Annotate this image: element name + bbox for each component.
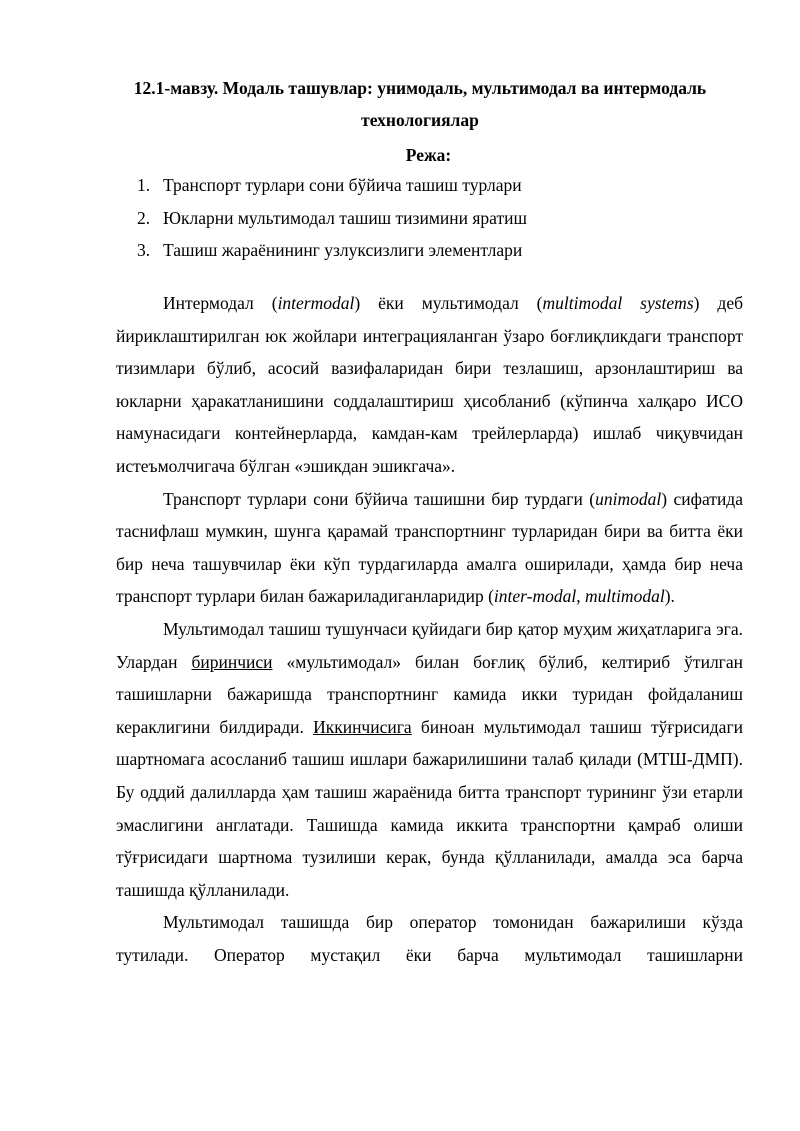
plan-item-number: 1. (137, 175, 151, 195)
italic-term: intermodal (277, 293, 355, 313)
plan-item (137, 234, 527, 267)
italic-term: inter-modal, multimodal (493, 586, 665, 607)
plan-item-number: 3. (137, 240, 151, 260)
paragraph-text: ). (664, 586, 675, 607)
plan-item-text: Транспорт турлари сони бўйича ташиш турлари (163, 175, 522, 195)
document-title: 12.1-мавзу. Модаль ташувлар: унимодаль, мультимодал ва интермодаль технологиялар (133, 78, 707, 130)
underlined-term: Иккинчисига (313, 716, 412, 737)
paragraph-text: «мультимодал» билан боғлиқ бўлиб, келтириб ўтилган ташишларни бажаришда транспортнинг камида икки туридан фойдаланиш кераклигини билдиради. (116, 651, 743, 737)
italic-term: unimodal (595, 488, 662, 509)
paragraph-classification (116, 483, 743, 613)
paragraph-text: ) ёки мультимодал ( (354, 293, 543, 313)
plan-list (137, 169, 527, 267)
paragraph-text: Мультимодал ташиш тушунчаси қуйидаги бир қатор муҳим жиҳатларига эга. Улардан (116, 618, 743, 672)
plan-item-text: Ташиш жараёнининг узлуксизлиги элементлари (163, 240, 523, 260)
paragraph-text: ) деб йириклаштирилган юк жойлари интеграцияланган ўзаро боғлиқликдаги транспорт тизимлари бўлиб, асосий вазифаларидан бири тезлашиш, арзонлаштириш ва юкларни ҳаракатланишини соддалаштириш ҳисобланиб (кўпинча халқаро ИСО намунасидаги контейнерларда, камдан-кам трейлерларда) ишлаб чиқувчидан истеъмолчигача бўлган «эшикдан эшикгача». (116, 293, 743, 476)
paragraph-text: Интермодал ( (163, 293, 278, 313)
paragraph-text: Мультимодал ташишда бир оператор томонидан бажарилиши кўзда тутилади. Оператор мустақил ёки барча мультимодал ташишларни (116, 912, 743, 965)
paragraph-intermodal-definition (116, 287, 743, 483)
body-text (116, 287, 743, 971)
paragraph-text: биноан мультимодал ташиш тўғрисидаги шартномага асосланиб ташиш ишлари бажарилишини талаб қилади (МТШ-ДМП). Бу оддий далилларда ҳам ташиш жараёнида битта транспорт турининг ўзи етарли эмаслигини англатади. Ташишда камида иккита транспортни қамраб олиши тўғрисидаги шартнома тузилиши керак, бунда қўлланилади, амалда эса барча ташишда қўлланилади. (116, 716, 743, 900)
plan-item-text: Юкларни мультимодал ташиш тизимини яратиш (163, 207, 527, 228)
italic-term: multimodal systems (542, 293, 694, 313)
plan-item-number: 2. (137, 207, 151, 228)
plan-item (137, 202, 527, 235)
paragraph-text: Транспорт турлари сони бўйича ташишни бир турдаги ( (163, 488, 596, 509)
underlined-term: биринчиси (191, 651, 273, 672)
plan-item (137, 169, 527, 202)
paragraph-multimodal-aspects (116, 613, 743, 906)
paragraph-operator (116, 906, 743, 971)
plan-heading: Режа: (405, 145, 452, 165)
paragraph-text: ) сифатида таснифлаш мумкин, шунга қарамай транспортнинг турларидан бири ва битта ёки бир неча ташувчилар ёки кўп турдагиларда амалга оширилади, ҳамда бир неча транспорт турлари билан бажариладиганларидир ( (116, 488, 743, 607)
